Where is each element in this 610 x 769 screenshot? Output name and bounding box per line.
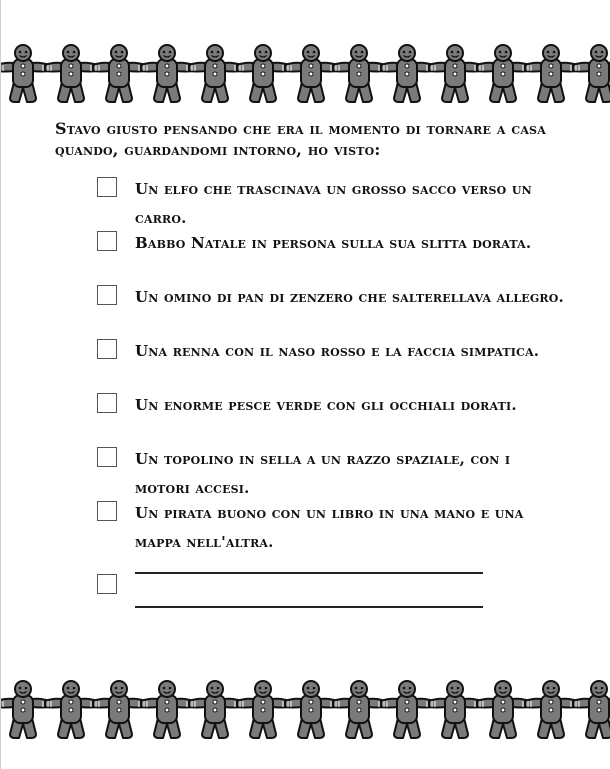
checklist-item-6 bbox=[97, 445, 567, 504]
gingerbread-man-icon bbox=[429, 681, 481, 738]
checklist bbox=[97, 180, 567, 632]
checklist-item-2 bbox=[97, 229, 567, 288]
write-in-line-2[interactable] bbox=[135, 606, 483, 608]
checkbox-3[interactable] bbox=[97, 285, 117, 305]
checkbox-5[interactable] bbox=[97, 393, 117, 413]
checklist-item-7 bbox=[97, 499, 567, 558]
checklist-item-label: Babbo Natale in persona sulla sua slitta dorata. bbox=[135, 234, 532, 252]
checklist-item-4 bbox=[97, 337, 567, 396]
checkbox-6[interactable] bbox=[97, 447, 117, 467]
gingerbread-border-bottom bbox=[1, 676, 610, 740]
gingerbread-man-icon bbox=[1, 45, 49, 102]
gingerbread-man-icon bbox=[333, 681, 385, 738]
gingerbread-man-icon bbox=[141, 45, 193, 102]
gingerbread-man-icon bbox=[477, 45, 529, 102]
gingerbread-man-icon bbox=[237, 45, 289, 102]
checklist-item-blank bbox=[97, 572, 567, 632]
gingerbread-row-bottom bbox=[1, 676, 610, 740]
gingerbread-man-icon bbox=[45, 681, 97, 738]
checkbox-8[interactable] bbox=[97, 574, 117, 594]
gingerbread-border-top bbox=[1, 40, 610, 104]
gingerbread-man-icon bbox=[93, 681, 145, 738]
gingerbread-man-icon bbox=[573, 681, 610, 738]
gingerbread-man-icon bbox=[189, 45, 241, 102]
intro-paragraph: Stavo giusto pensando che era il momento di tornare a casa quando, guardandomi intorno, ho visto: bbox=[55, 119, 546, 159]
gingerbread-man-icon bbox=[381, 681, 433, 738]
checklist-item-5 bbox=[97, 391, 567, 450]
gingerbread-man-icon bbox=[237, 681, 289, 738]
checklist-item-label: Un pirata buono con un libro in una mano e una mappa nell'altra. bbox=[135, 504, 524, 551]
checklist-item-label: Un enorme pesce verde con gli occhiali dorati. bbox=[135, 396, 517, 414]
gingerbread-man-icon bbox=[477, 681, 529, 738]
gingerbread-man-icon bbox=[333, 45, 385, 102]
checklist-item-3 bbox=[97, 283, 567, 342]
gingerbread-man-icon bbox=[285, 681, 337, 738]
checkbox-7[interactable] bbox=[97, 501, 117, 521]
gingerbread-man-icon bbox=[45, 45, 97, 102]
gingerbread-man-icon bbox=[189, 681, 241, 738]
checkbox-1[interactable] bbox=[97, 177, 117, 197]
gingerbread-man-icon bbox=[525, 45, 577, 102]
gingerbread-man-icon bbox=[429, 45, 481, 102]
gingerbread-man-icon bbox=[93, 45, 145, 102]
gingerbread-man-icon bbox=[141, 681, 193, 738]
checklist-item-label: Un topolino in sella a un razzo spaziale, con i motori accesi. bbox=[135, 450, 511, 497]
gingerbread-man-icon bbox=[381, 45, 433, 102]
checklist-item-label: Un omino di pan di zenzero che salterellava allegro. bbox=[135, 288, 564, 306]
checklist-item-label: Una renna con il naso rosso e la faccia simpatica. bbox=[135, 342, 540, 360]
gingerbread-man-icon bbox=[573, 45, 610, 102]
write-in-line-1[interactable] bbox=[135, 572, 483, 574]
gingerbread-man-icon bbox=[525, 681, 577, 738]
checklist-item-label: Un elfo che trascinava un grosso sacco verso un carro. bbox=[135, 180, 532, 227]
checkbox-4[interactable] bbox=[97, 339, 117, 359]
gingerbread-man-icon bbox=[285, 45, 337, 102]
checklist-item-1 bbox=[97, 175, 567, 234]
gingerbread-man-icon bbox=[1, 681, 49, 738]
checkbox-2[interactable] bbox=[97, 231, 117, 251]
gingerbread-row-top bbox=[1, 40, 610, 104]
